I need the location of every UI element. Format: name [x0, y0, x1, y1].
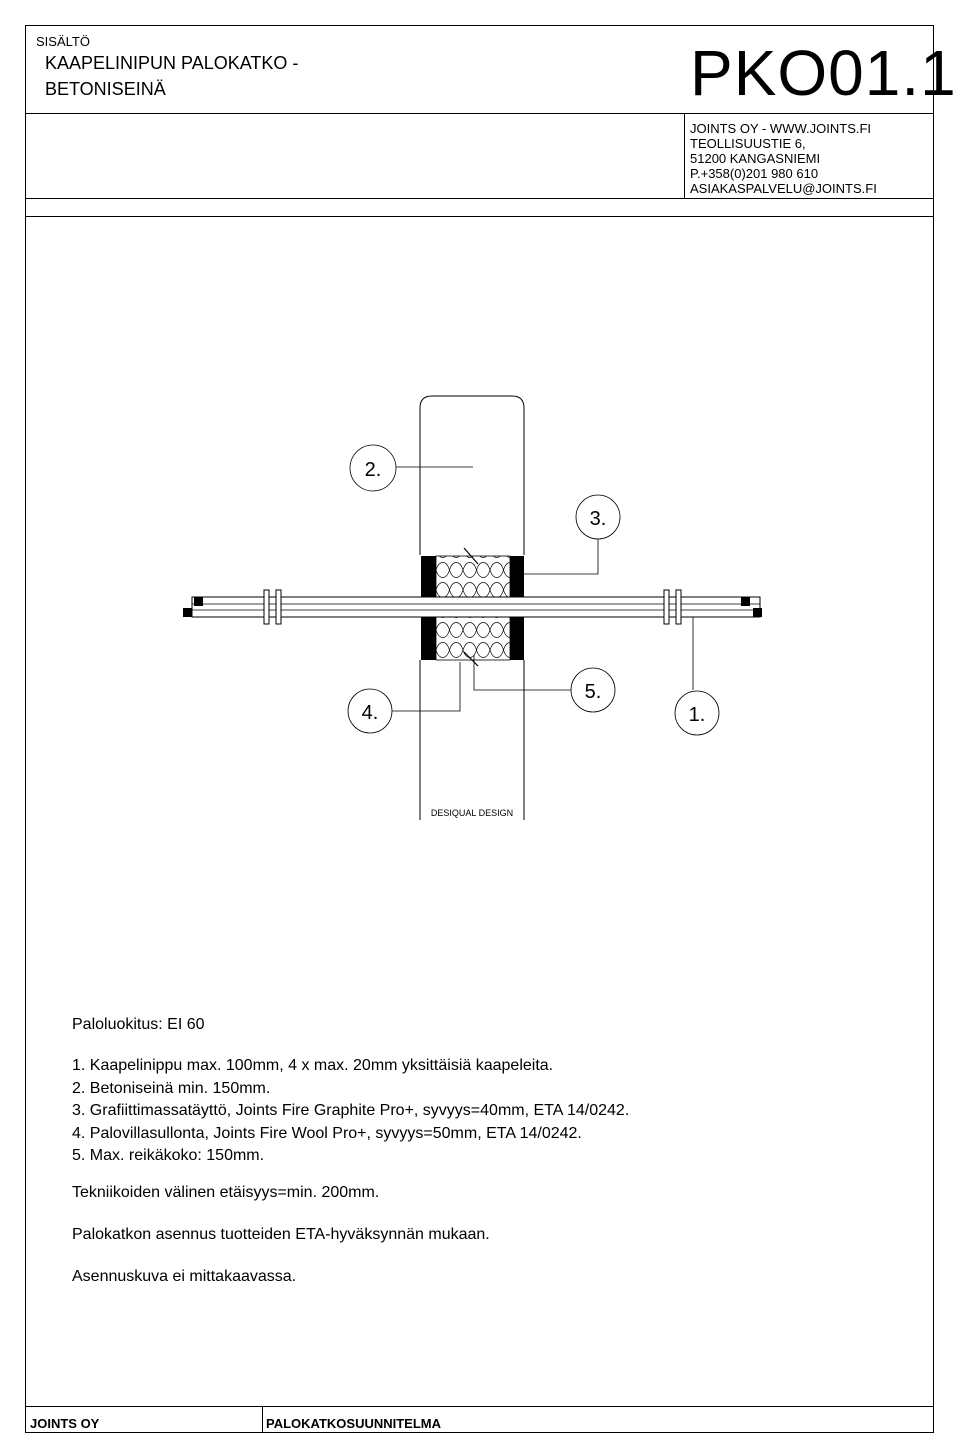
scale-disclaimer: Asennuskuva ei mittakaavassa.: [72, 1268, 297, 1285]
company-line: TEOLLISUUSTIE 6,: [690, 136, 806, 151]
graphite-mass: [510, 556, 524, 597]
note-item: 5. Max. reikäkoko: 150mm.: [72, 1147, 265, 1165]
content-label: SISÄLTÖ: [36, 34, 90, 49]
graphite-mass: [421, 556, 436, 597]
concrete-wall: [420, 396, 524, 555]
page-title-line2: BETONISEINÄ: [45, 79, 166, 99]
fire-classification: Paloluokitus: EI 60: [72, 1016, 205, 1033]
cable-tie: [676, 590, 681, 624]
fire-wool-lower: [436, 617, 510, 660]
leader-line: [513, 536, 598, 574]
graphite-mass: [421, 617, 436, 660]
callout-label: 1.: [688, 704, 706, 726]
cable-end: [183, 608, 192, 617]
note-item: 2. Betoniseinä min. 150mm.: [72, 1079, 271, 1097]
footer-document-type: PALOKATKOSUUNNITELMA: [266, 1416, 442, 1431]
installation-note: Palokatkon asennus tuotteiden ETA-hyväksynnän mukaan.: [72, 1226, 490, 1243]
document-code: PKO01.1: [690, 37, 957, 109]
callout-label: 3.: [589, 508, 607, 530]
page-title-line1: KAAPELINIPUN PALOKATKO -: [45, 53, 299, 73]
graphite-mass: [510, 617, 524, 660]
leader-line: [388, 662, 460, 711]
footer-company: JOINTS OY: [30, 1416, 100, 1431]
notes-list: [72, 1055, 629, 1168]
watermark: DESIQUAL DESIGN: [430, 808, 514, 818]
cable-end: [194, 597, 203, 606]
cable-end: [741, 597, 750, 606]
company-line: JOINTS OY - WWW.JOINTS.FI: [690, 121, 872, 136]
callout-label: 2.: [364, 459, 382, 481]
note-item: 1. Kaapelinippu max. 100mm, 4 x max. 20mm yksittäisiä kaapeleita.: [72, 1057, 554, 1074]
callout-label: 5.: [584, 681, 602, 703]
note-item: 3. Grafiittimassatäyttö, Joints Fire Graphite Pro+, syvyys=40mm, ETA 14/0242.: [72, 1102, 630, 1120]
cable-tie: [276, 590, 281, 624]
callout-label: 4.: [361, 702, 379, 724]
company-line: 51200 KANGASNIEMI: [690, 151, 821, 166]
fire-wool-upper: [436, 556, 510, 597]
company-line: P.+358(0)201 980 610: [690, 166, 819, 181]
note-item: 4. Palovillasullonta, Joints Fire Wool Pro+, syvyys=50mm, ETA 14/0242.: [72, 1124, 582, 1142]
cable-end: [753, 608, 762, 617]
company-line: ASIAKASPALVELU@JOINTS.FI: [690, 181, 877, 196]
concrete-wall-lower: [420, 660, 524, 820]
cable-tie: [264, 590, 269, 624]
technique-spacing-note: Tekniikoiden välinen etäisyys=min. 200mm.: [72, 1184, 380, 1201]
cable-tie: [664, 590, 669, 624]
